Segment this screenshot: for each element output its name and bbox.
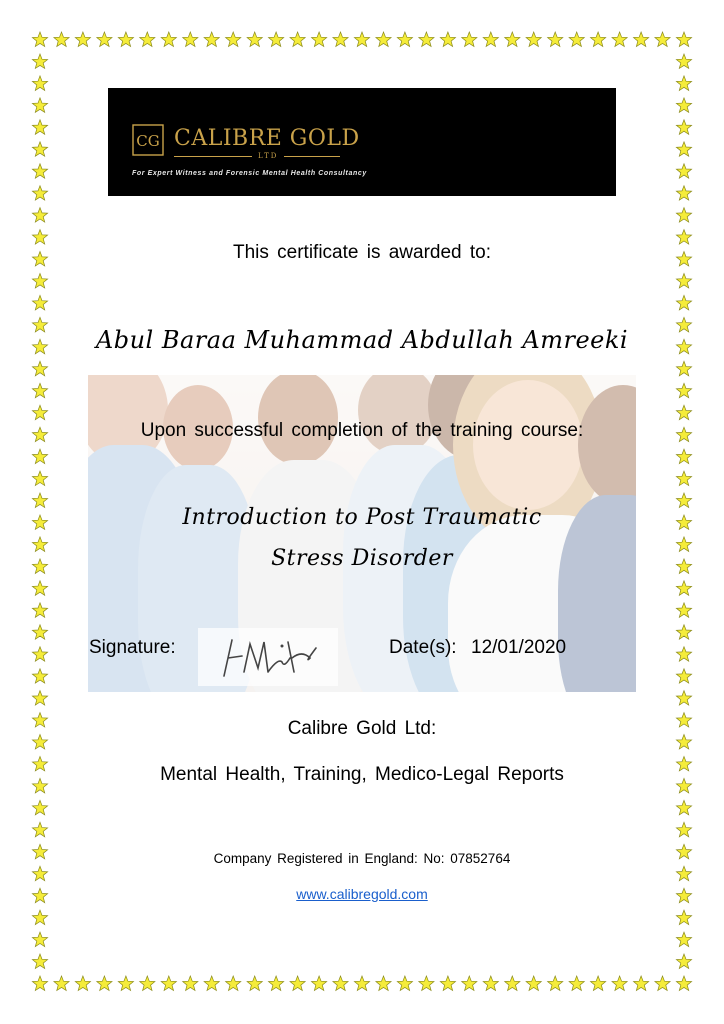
star-icon xyxy=(569,976,584,991)
star-icon xyxy=(419,32,434,47)
star-icon xyxy=(676,822,691,837)
star-icon xyxy=(32,142,47,156)
star-icon xyxy=(655,32,670,47)
star-icon xyxy=(505,976,520,991)
star-icon xyxy=(634,976,649,991)
star-icon xyxy=(612,976,627,991)
star-icon xyxy=(676,932,691,947)
course-title-line-2: Stress Disorder xyxy=(271,546,453,571)
star-icon xyxy=(591,32,606,47)
star-icon xyxy=(247,976,262,991)
signature-image xyxy=(198,628,338,686)
star-icon xyxy=(548,976,563,991)
star-icon xyxy=(462,32,477,47)
star-icon xyxy=(676,164,691,179)
date-label: Date(s): xyxy=(389,637,457,658)
star-icon xyxy=(32,54,47,68)
star-icon xyxy=(676,581,691,596)
star-icon xyxy=(247,32,262,47)
recipient-name: Abul Baraa Muhammad Abdullah Amreeki xyxy=(95,326,629,354)
star-icon xyxy=(204,976,219,991)
star-icon xyxy=(32,449,47,464)
star-icon xyxy=(676,208,691,223)
star-icon xyxy=(32,669,47,683)
star-icon xyxy=(676,98,691,112)
star-icon xyxy=(32,691,47,706)
star-icon xyxy=(54,976,69,991)
star-icon xyxy=(591,976,606,991)
star-icon xyxy=(140,976,155,991)
logo-tagline: For Expert Witness and Forensic Mental Health Consultancy xyxy=(132,170,367,177)
star-icon xyxy=(97,976,112,991)
star-icon xyxy=(75,32,90,47)
logo-rule-right xyxy=(284,156,340,157)
star-icon xyxy=(32,800,47,814)
star-icon xyxy=(676,647,691,662)
star-icon xyxy=(32,361,47,376)
star-icon xyxy=(483,32,498,47)
star-icon xyxy=(483,976,498,991)
star-icon xyxy=(655,976,670,991)
star-icon xyxy=(676,625,691,640)
star-icon xyxy=(312,32,327,47)
signature-label: Signature: xyxy=(89,637,176,658)
logo-rule-left xyxy=(174,156,252,157)
star-icon xyxy=(676,120,691,135)
star-icon xyxy=(269,32,284,47)
star-icon xyxy=(505,32,520,47)
star-icon xyxy=(32,32,47,47)
website-link[interactable]: www.calibregold.com xyxy=(296,886,428,902)
star-icon xyxy=(676,383,691,397)
star-icon xyxy=(676,361,691,376)
star-icon xyxy=(183,976,198,991)
logo-company-name: CALIBRE GOLD xyxy=(174,126,360,151)
star-icon xyxy=(204,32,219,47)
star-icon xyxy=(354,976,369,991)
star-icon xyxy=(676,405,691,420)
star-icon xyxy=(32,603,47,618)
star-icon xyxy=(376,976,391,991)
star-icon xyxy=(676,910,691,925)
star-icon xyxy=(676,954,691,969)
star-icon xyxy=(32,976,47,991)
star-icon xyxy=(118,976,133,991)
star-icon xyxy=(440,976,455,991)
star-icon xyxy=(419,976,434,991)
star-icon xyxy=(32,295,47,310)
completion-label: Upon successful completion of the training course: xyxy=(140,420,584,441)
star-icon xyxy=(569,32,584,47)
star-icon xyxy=(676,449,691,464)
awarded-to-label: This certificate is awarded to: xyxy=(232,242,492,263)
star-icon xyxy=(32,866,47,881)
star-icon xyxy=(676,142,691,156)
star-icon xyxy=(32,405,47,420)
star-icon xyxy=(333,32,348,47)
star-icon xyxy=(32,822,47,837)
star-icon xyxy=(226,32,241,47)
logo-ltd: LTD xyxy=(258,152,279,160)
star-icon xyxy=(183,32,198,47)
logo-banner xyxy=(108,88,616,196)
date-value: 12/01/2020 xyxy=(471,637,567,658)
star-icon xyxy=(290,976,305,991)
star-icon xyxy=(161,976,176,991)
company-registration: Company Registered in England: No: 07852764 xyxy=(213,851,511,866)
star-icon xyxy=(676,32,691,47)
star-icon xyxy=(32,98,47,112)
star-icon xyxy=(161,32,176,47)
star-icon xyxy=(118,32,133,47)
star-icon xyxy=(312,976,327,991)
star-icon xyxy=(32,647,47,662)
star-icon xyxy=(354,32,369,47)
star-icon xyxy=(397,32,412,47)
star-icon xyxy=(676,603,691,618)
star-icon xyxy=(54,32,69,47)
star-icon xyxy=(32,581,47,596)
star-icon xyxy=(440,32,455,47)
star-icon xyxy=(269,976,284,991)
star-icon xyxy=(140,32,155,47)
footer-services: Mental Health, Training, Medico-Legal Reports xyxy=(160,764,564,785)
star-icon xyxy=(32,186,47,200)
star-icon xyxy=(32,910,47,925)
star-icon xyxy=(32,383,47,397)
star-icon xyxy=(32,625,47,640)
star-icon xyxy=(676,274,691,289)
star-icon xyxy=(97,32,112,47)
star-icon xyxy=(32,76,47,91)
footer-company-name: Calibre Gold Ltd: xyxy=(287,718,437,739)
star-icon xyxy=(32,208,47,223)
star-icon xyxy=(32,274,47,289)
star-icon xyxy=(676,186,691,200)
star-icon xyxy=(32,932,47,947)
star-icon xyxy=(676,669,691,683)
star-icon xyxy=(226,976,241,991)
star-icon xyxy=(634,32,649,47)
star-icon xyxy=(32,471,47,485)
star-icon xyxy=(462,976,477,991)
star-icon xyxy=(676,691,691,706)
star-icon xyxy=(676,54,691,68)
star-icon xyxy=(376,32,391,47)
star-icon xyxy=(676,295,691,310)
star-icon xyxy=(32,120,47,135)
star-icon xyxy=(526,976,541,991)
star-icon xyxy=(32,164,47,179)
star-icon xyxy=(676,976,691,991)
star-icon xyxy=(397,976,412,991)
star-icon xyxy=(612,32,627,47)
svg-text:CG: CG xyxy=(136,132,160,150)
star-icon xyxy=(75,976,90,991)
star-icon xyxy=(333,976,348,991)
star-icon xyxy=(676,800,691,814)
course-title-line-1: Introduction to Post Traumatic xyxy=(182,505,542,530)
star-icon xyxy=(526,32,541,47)
star-icon xyxy=(676,866,691,881)
star-icon xyxy=(676,471,691,485)
star-icon xyxy=(676,76,691,91)
star-icon xyxy=(548,32,563,47)
star-icon xyxy=(290,32,305,47)
cg-monogram-logo xyxy=(132,124,164,156)
star-icon xyxy=(32,954,47,969)
